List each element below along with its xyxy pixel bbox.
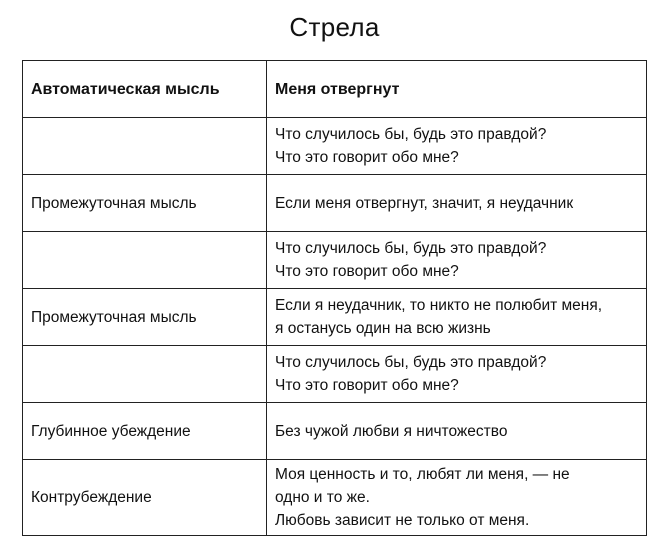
cell-line: я останусь один на всю жизнь — [275, 320, 491, 337]
table-row — [23, 289, 647, 346]
cell-line: Моя ценность и то, любят ли меня, — не — [275, 466, 570, 483]
row-content — [267, 403, 647, 460]
cell-line: одно и то же. — [275, 489, 370, 506]
table-row — [23, 175, 647, 232]
cell-line: Что это говорит обо мне? — [275, 263, 459, 280]
cell-line: Что случилось бы, будь это правдой? — [275, 240, 547, 257]
row-content — [267, 232, 647, 289]
cell-line: Что случилось бы, будь это правдой? — [275, 354, 547, 371]
header-thought-text: Меня отвергнут — [267, 61, 647, 118]
cell-line: Без чужой любви я ничтожество — [275, 422, 508, 440]
row-label: Промежуточная мысль — [23, 289, 267, 346]
cell-line: Если меня отвергнут, значит, я неудачник — [275, 194, 574, 212]
row-content — [267, 346, 647, 403]
page-title: Стрела — [289, 12, 380, 42]
table-row — [23, 460, 647, 536]
table-row — [23, 118, 647, 175]
cell-line: Любовь зависит не только от меня. — [275, 512, 530, 529]
table-row — [23, 403, 647, 460]
row-content — [267, 460, 647, 536]
row-label: Промежуточная мысль — [23, 175, 267, 232]
downward-arrow-table — [22, 60, 647, 536]
cell-line: Что это говорит обо мне? — [275, 149, 459, 166]
row-content — [267, 118, 647, 175]
row-label — [23, 346, 267, 403]
cell-line: Что это говорит обо мне? — [275, 377, 459, 394]
cell-line: Что случилось бы, будь это правдой? — [275, 126, 547, 143]
header-automatic-thought: Автоматическая мысль — [23, 61, 267, 118]
row-content — [267, 175, 647, 232]
table-header-row — [23, 61, 647, 118]
row-label: Контрубеждение — [23, 460, 267, 536]
row-label — [23, 118, 267, 175]
row-label: Глубинное убеждение — [23, 403, 267, 460]
cell-line: Если я неудачник, то никто не полюбит меня, — [275, 297, 603, 314]
row-label — [23, 232, 267, 289]
row-content — [267, 289, 647, 346]
table-row — [23, 346, 647, 403]
table-row — [23, 232, 647, 289]
